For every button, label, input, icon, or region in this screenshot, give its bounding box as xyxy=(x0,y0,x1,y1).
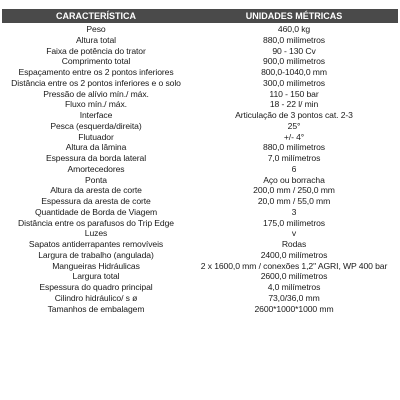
table-body xyxy=(2,24,398,314)
row-characteristic: Espessura do quadro principal xyxy=(39,282,153,292)
row-characteristic: Distância entre os 2 pontos inferiores e o solo xyxy=(11,77,181,88)
row-characteristic: Pesca (esquerda/direita) xyxy=(50,120,142,131)
row-metric-value: 20,0 mm / 55,0 mm xyxy=(257,196,331,206)
table-row xyxy=(2,99,398,110)
row-metric-value: 200,0 mm / 250,0 mm xyxy=(253,185,335,196)
row-metric-value: +/- 4° xyxy=(283,131,305,142)
row-metric-value: 73,0/36,0 mm xyxy=(268,292,320,303)
table-row xyxy=(2,293,398,304)
row-metric-value: 2400,0 milímetros xyxy=(260,249,328,260)
row-characteristic: Cilindro hidráulico/ s ø xyxy=(54,292,138,303)
header-metric-units: UNIDADES MÉTRICAS xyxy=(245,11,343,21)
table-row xyxy=(2,164,398,175)
row-metric-value: 18 - 22 l/ min xyxy=(269,99,319,110)
row-characteristic: Espessura da borda lateral xyxy=(45,153,147,163)
row-characteristic: Largura total xyxy=(72,271,120,282)
row-characteristic: Distância entre os parafusos do Trip Edge xyxy=(18,217,174,228)
table-row xyxy=(2,67,398,78)
row-characteristic: Peso xyxy=(86,24,106,34)
row-characteristic: Luzes xyxy=(84,228,108,239)
row-metric-value: 3 xyxy=(291,206,297,217)
table-row xyxy=(2,271,398,282)
row-metric-value: 25° xyxy=(287,120,301,131)
row-characteristic: Espessura da aresta de corte xyxy=(41,196,151,206)
table-row xyxy=(2,196,398,207)
row-characteristic: Fluxo mín./ máx. xyxy=(65,99,127,110)
row-metric-value: 175,0 milímetros xyxy=(263,217,325,228)
row-metric-value: Aço ou borracha xyxy=(263,174,325,185)
table-row xyxy=(2,78,398,89)
table-header xyxy=(2,9,398,23)
row-characteristic: Pressão de alívio mín./ máx. xyxy=(43,88,149,99)
row-characteristic: Sapatos antiderrapantes removíveis xyxy=(28,239,164,249)
table-row xyxy=(2,142,398,153)
row-metric-value: Rodas xyxy=(281,239,307,249)
table-row xyxy=(2,228,398,239)
row-metric-value: 460,0 kg xyxy=(277,24,311,34)
table-row xyxy=(2,304,398,315)
row-metric-value: 110 - 150 bar xyxy=(269,88,319,99)
row-characteristic: Espaçamento entre os 2 pontos inferiores xyxy=(18,67,174,77)
row-metric-value: 900,0 milímetros xyxy=(263,56,325,67)
row-characteristic: Interface xyxy=(79,110,113,120)
table-row xyxy=(2,110,398,121)
table-row xyxy=(2,24,398,35)
row-characteristic: Comprimento total xyxy=(61,56,131,67)
table-row xyxy=(2,250,398,261)
row-metric-value: 800,0-1040,0 mm xyxy=(261,67,327,77)
row-characteristic: Flutuador xyxy=(78,131,114,142)
row-metric-value: Articulação de 3 pontos cat. 2-3 xyxy=(235,110,353,120)
table-row xyxy=(2,153,398,164)
table-row xyxy=(2,121,398,132)
table-row xyxy=(2,218,398,229)
table-row xyxy=(2,89,398,100)
row-metric-value: 7,0 milímetros xyxy=(267,153,321,163)
row-metric-value: 6 xyxy=(291,163,297,174)
row-characteristic: Altura total xyxy=(76,34,116,45)
table-row xyxy=(2,282,398,293)
row-characteristic: Mangueiras Hidráulicas xyxy=(52,260,140,271)
table-row xyxy=(2,46,398,57)
spec-table xyxy=(2,9,398,314)
table-row xyxy=(2,56,398,67)
table-row xyxy=(2,239,398,250)
row-metric-value: 880,0 milímetros xyxy=(263,34,325,45)
row-characteristic: Largura de trabalho (angulada) xyxy=(38,249,154,260)
header-characteristic: CARACTERÍSTICA xyxy=(56,11,136,21)
row-metric-value: 90 - 130 Cv xyxy=(272,45,316,56)
row-characteristic: Tamanhos de embalagem xyxy=(47,303,145,314)
row-characteristic: Faixa de potência do trator xyxy=(46,45,146,56)
table-row xyxy=(2,261,398,272)
table-row xyxy=(2,35,398,46)
table-row xyxy=(2,185,398,196)
row-characteristic: Ponta xyxy=(85,174,107,185)
table-row xyxy=(2,175,398,186)
row-metric-value: 880,0 milímetros xyxy=(263,142,325,153)
row-metric-value: 2600,0 milímetros xyxy=(260,271,328,282)
row-metric-value: 2600*1000*1000 mm xyxy=(254,303,334,314)
row-characteristic: Quantidade de Borda de Viagem xyxy=(34,206,158,217)
row-characteristic: Altura da lâmina xyxy=(65,142,127,153)
table-row xyxy=(2,207,398,218)
row-metric-value: 4,0 milímetros xyxy=(267,282,321,292)
row-characteristic: Altura da aresta de corte xyxy=(50,185,142,196)
row-characteristic: Amortecedores xyxy=(67,163,125,174)
row-metric-value: v xyxy=(291,228,297,239)
table-row xyxy=(2,132,398,143)
row-metric-value: 2 x 1600,0 mm / conexões 1,2" AGRI, WP 400 bar xyxy=(200,260,388,271)
row-metric-value: 300,0 milímetros xyxy=(263,77,325,88)
